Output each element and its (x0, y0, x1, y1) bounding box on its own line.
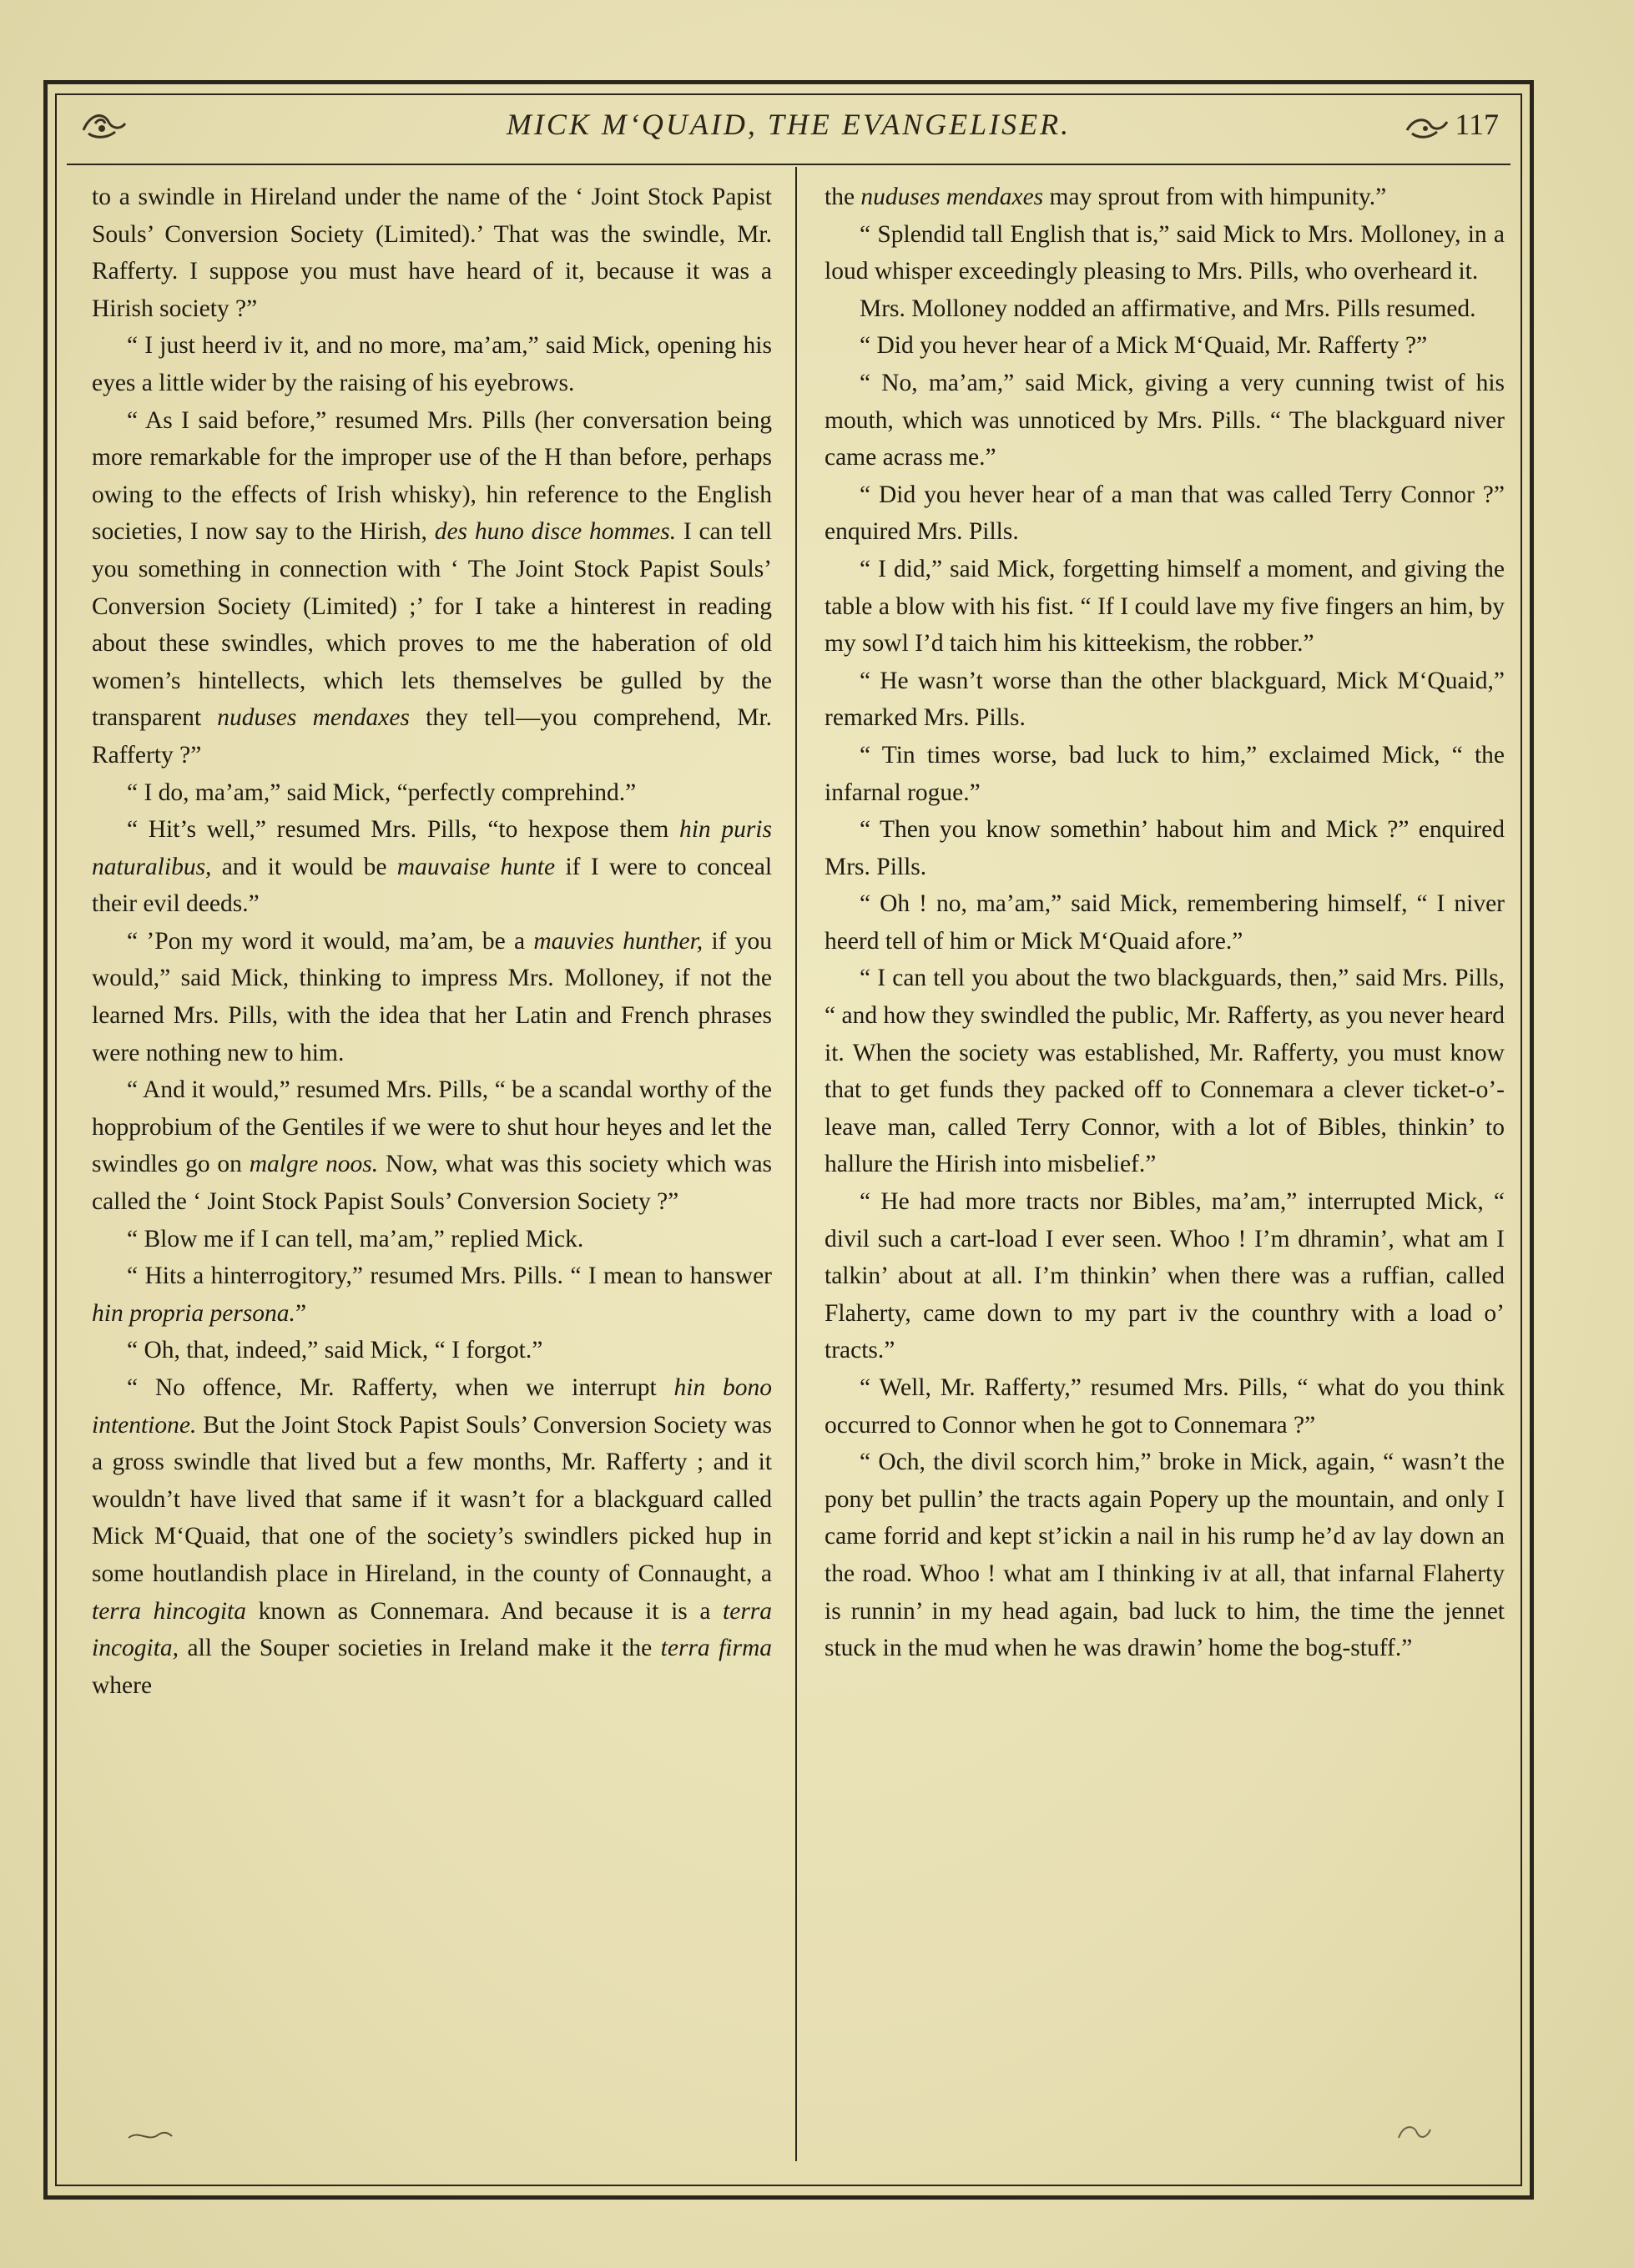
paragraph: “ Did you hever hear of a man that was called Terry Connor ?” enquired Mrs. Pills. (825, 481, 1505, 546)
paragraph: “ I did,” said Mick, forgetting himself a moment, and giving the table a blow with his fist. “ If I could lave my five fingers an him, by my sowl I’d taich him his kitteekism, the robber.” (825, 555, 1505, 658)
paragraph: “ No, ma’am,” said Mick, giving a very cunning twist of his mouth, which was unnoticed by Mrs. Pills. “ The blackguard niver came acrass me.” (825, 369, 1505, 471)
paragraph: “ And it would,” resumed Mrs. Pills, “ be a scandal worthy of the hopprobium of the Gentiles if we were to shut hour heyes and let the swindles go on malgre noos. Now, what was this society which was called the ‘ Joint Stock Papist Souls’ Conversion Society ?” (92, 1076, 773, 1216)
paragraph: “ Oh, that, indeed,” said Mick, “ I forgot.” (127, 1337, 543, 1364)
running-title: MICK M‘QUAID, THE EVANGELISER. (506, 108, 1072, 141)
paragraph: “ I just heerd iv it, and no more, ma’am,” said Mick, opening his eyes a little wider by the raising of his eyebrows. (92, 332, 772, 396)
paragraph: “ Blow me if I can tell, ma’am,” replied Mick. (127, 1225, 584, 1252)
paragraph: “ No offence, Mr. Rafferty, when we interrupt hin bono intentione. But the Joint Stock Papist Souls’ Conversion Society was a gross swindle that lived but a few months, Mr. Rafferty ; and it wouldn’t have lived that same if it wasn’t for a blackguard called Mick M‘Quaid, that one of the society’s swindlers picked hup in some houtlandish place in Hireland, in the county of Connaught, a terra hincogita known as Connemara. And because it is a terra incogita, all the Souper societies in Ireland make it the terra firma where (92, 1374, 773, 1699)
tailpiece-ornament-icon (125, 2128, 175, 2145)
paragraph: “ As I said before,” resumed Mrs. Pills (her conversation being more remarkable for the improper use of the H than before, perhaps owing to the effects of Irish whisky), hin reference to the English societies, I now say to the Hirish, des huno disce hommes. I can tell you something in connection with ‘ The Joint Stock Papist Souls’ Conversion Society (Limited) ;’ for I take a hinterest in reading about these swindles, which proves to me the haberation of old women’s hintellects, which lets themselves be gulled by the transparent nuduses mendaxes they tell—you comprehend, Mr. Rafferty ?” (92, 406, 773, 769)
french-phrase: mauvies hunther, (533, 927, 704, 955)
latin-phrase: hin propria persona. (92, 1299, 295, 1327)
paragraph: “ Splendid tall English that is,” said Mick to Mrs. Molloney, in a loud whisper exceedingly pleasing to Mrs. Pills, who overheard it. (825, 220, 1505, 285)
column-divider (795, 167, 797, 2161)
paragraph: “ Oh ! no, ma’am,” said Mick, remembering himself, “ I niver heerd tell of him or Mick M‘Quaid afore.” (825, 890, 1505, 955)
latin-phrase: des huno disce hommes. (434, 518, 677, 546)
fleuron-ornament-icon (1404, 108, 1450, 142)
paragraph: “ I can tell you about the two blackguards, then,” said Mrs. Pills, “ and how they swindled the public, Mr. Rafferty, as you never heard it. When the society was established, Mr. Rafferty, you must know that to get funds they packed off to Connemara a clever ticket-o’-leave man, called Terry Connor, with a lot of Bibles, thinkin’ to hallure the Hirish into misbelief.” (825, 965, 1505, 1178)
paragraph: to a swindle in Hireland under the name of the ‘ Joint Stock Papist Souls’ Conversion Society (Limited).’ That was the swindle, Mr. Rafferty. I suppose you must have heard of it, because it was a Hirish society ?” (92, 184, 772, 322)
paragraph: “ Well, Mr. Rafferty,” resumed Mrs. Pills, “ what do you think occurred to Connor when he got to Connemara ?” (825, 1374, 1505, 1439)
paragraph: “ Did you hever hear of a Mick M‘Quaid, Mr. Rafferty ?” (860, 332, 1428, 360)
latin-phrase: hin bono intentione. (92, 1374, 772, 1439)
latin-phrase: terra firma (660, 1635, 773, 1662)
right-column (825, 179, 1505, 1667)
paragraph: “ He had more tracts nor Bibles, ma’am,” interrupted Mick, “ divil such a cart-load I ever seen. Whoo ! I’m dhramin’, what am I talkin’ about at all. I’m thinkin’ when there was a ruffian, called Flaherty, came down to my part iv the counthry with a load o’ tracts.” (825, 1188, 1505, 1364)
paragraph: “ Hit’s well,” resumed Mrs. Pills, “to hexpose them hin puris naturalibus, and it would be mauvaise hunte if I were to conceal their evil deeds.” (92, 816, 773, 918)
french-phrase: malgre noos. (249, 1151, 379, 1178)
left-column (92, 179, 772, 1704)
paragraph: “ Tin times worse, bad luck to him,” exclaimed Mick, “ the infarnal rogue.” (825, 741, 1505, 806)
paragraph: Mrs. Molloney nodded an affirmative, and Mrs. Pills resumed. (860, 295, 1476, 322)
paragraph: “ Then you know somethin’ habout him and Mick ?” enquired Mrs. Pills. (825, 816, 1505, 880)
latin-phrase: terra incogita, (92, 1597, 773, 1662)
paragraph: “ ’Pon my word it would, ma’am, be a mauvies hunther, if you would,” said Mick, thinking to impress Mrs. Molloney, if not the learned Mrs. Pills, with the idea that her Latin and French phrases were nothing new to him. (92, 927, 773, 1066)
header-rule (67, 164, 1510, 165)
page-header (67, 105, 1510, 155)
paragraph: “ Hits a hinterrogitory,” resumed Mrs. Pills. “ I mean to hanswer hin propria persona.” (92, 1263, 772, 1327)
latin-phrase: nuduses mendaxes (217, 704, 410, 732)
paragraph: “ He wasn’t worse than the other blackguard, Mick M‘Quaid,” remarked Mrs. Pills. (825, 667, 1505, 732)
paragraph: the nuduses mendaxes may sprout from with himpunity.” (825, 184, 1387, 210)
tailpiece-ornament-icon (1394, 2119, 1435, 2145)
latin-phrase: hin puris naturalibus, (92, 816, 772, 880)
paragraph: “ I do, ma’am,” said Mick, “perfectly comprehind.” (127, 779, 637, 806)
latin-phrase: terra hincogita (92, 1597, 246, 1625)
paragraph: “ Och, the divil scorch him,” broke in Mick, again, “ wasn’t the pony bet pullin’ the tracts again Popery up the mountain, and only I came forrid and kept st’ickin a nail in his rump he’d av lay down an the road. Whoo ! what am I thinking iv at all, that infarnal Flaherty is runnin’ in my head again, bad luck to him, the time the jennet stuck in the mud when he was drawin’ home the bog-stuff.” (825, 1449, 1505, 1662)
latin-phrase: nuduses mendaxes (860, 184, 1044, 210)
french-phrase: mauvaise hunte (396, 853, 556, 880)
page-number: 117 (1455, 108, 1499, 141)
